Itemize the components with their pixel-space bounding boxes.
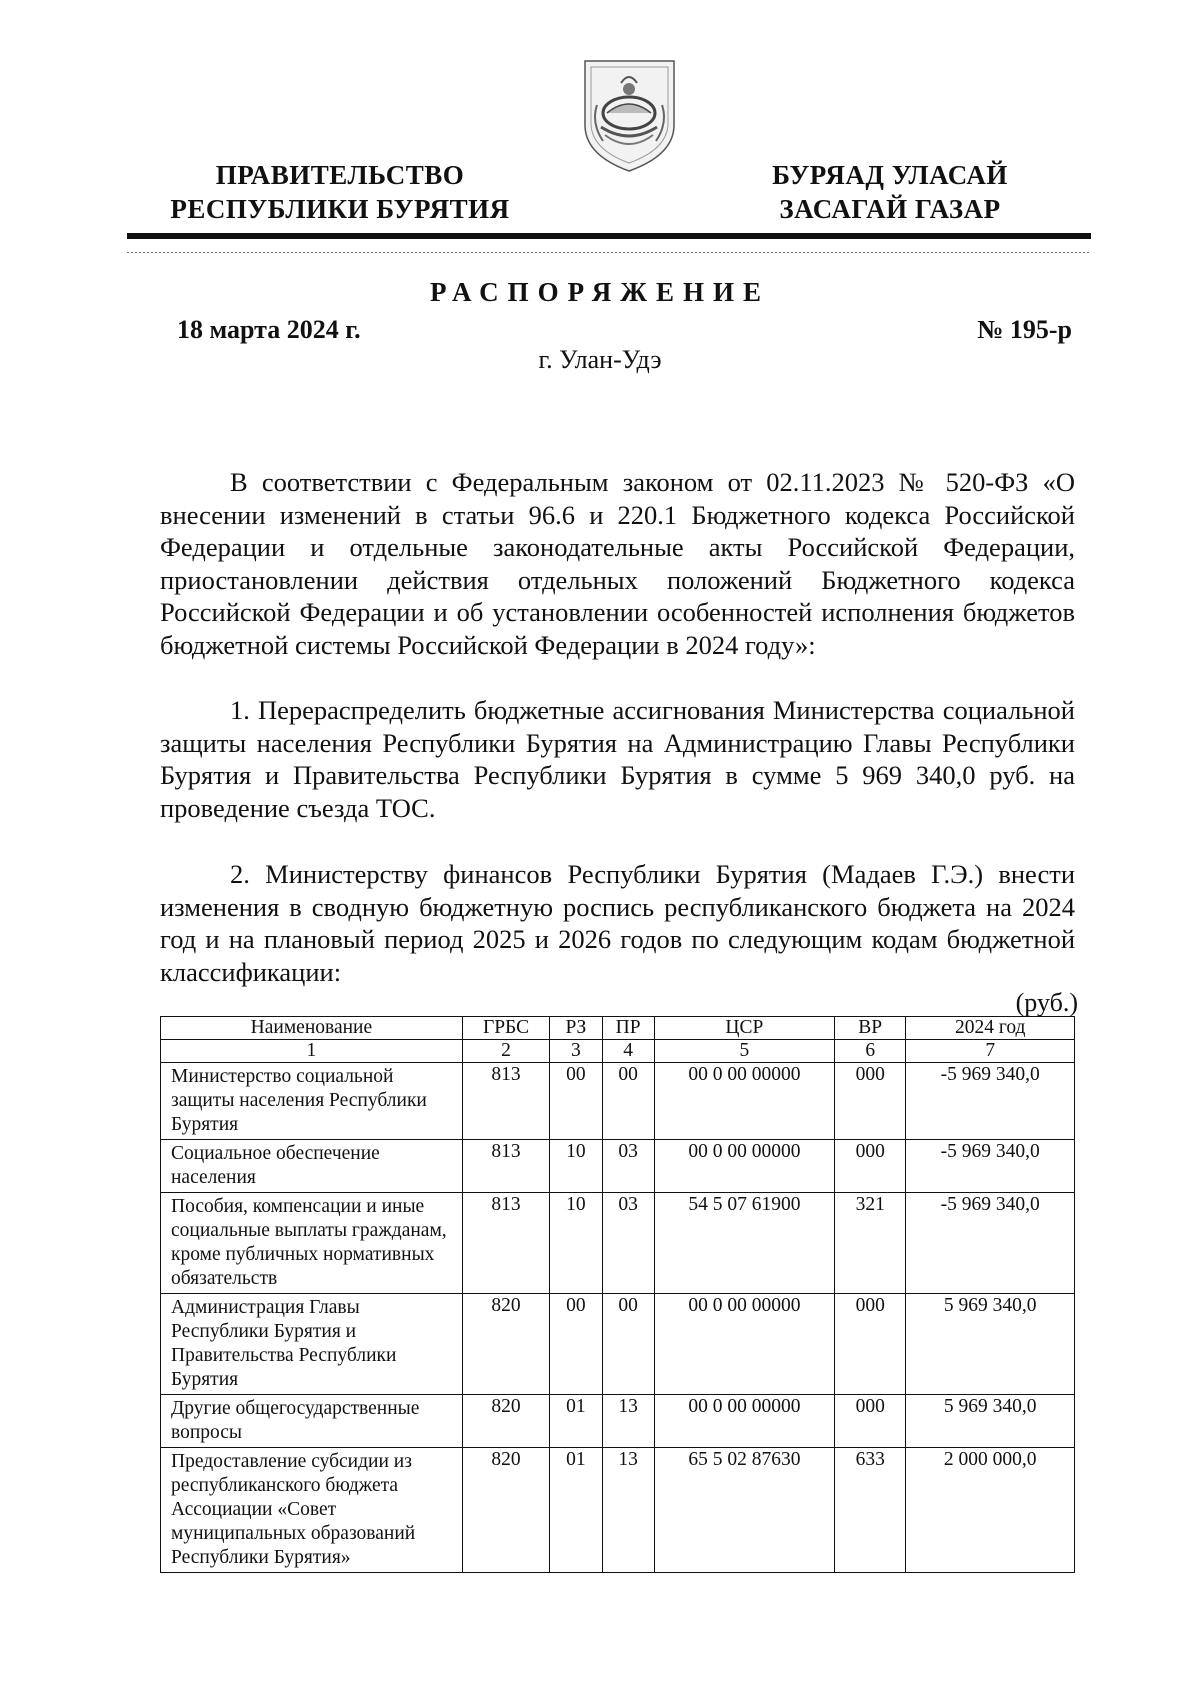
table-row bbox=[161, 1294, 1075, 1395]
budget-table bbox=[160, 1016, 1075, 1573]
table-row bbox=[161, 1193, 1075, 1294]
row-vr: 000 bbox=[835, 1140, 906, 1193]
row-amount: -5 969 340,0 bbox=[906, 1140, 1075, 1193]
row-amount: 5 969 340,0 bbox=[906, 1294, 1075, 1395]
row-pr: 03 bbox=[602, 1193, 654, 1294]
column-index: 4 bbox=[602, 1040, 654, 1063]
column-index-row bbox=[161, 1040, 1075, 1063]
table-row bbox=[161, 1140, 1075, 1193]
row-pr: 03 bbox=[602, 1140, 654, 1193]
row-rz: 00 bbox=[550, 1063, 602, 1140]
row-rz: 10 bbox=[550, 1140, 602, 1193]
column-header: ЦСР bbox=[654, 1017, 834, 1040]
issuer-line: ПРАВИТЕЛЬСТВО bbox=[215, 160, 465, 190]
table-row bbox=[161, 1395, 1075, 1448]
column-index: 6 bbox=[835, 1040, 906, 1063]
issuer-line: БУРЯАД УЛАСАЙ bbox=[772, 160, 1008, 190]
header-divider-thin bbox=[127, 252, 1091, 253]
item-1-paragraph: 1. Перераспределить бюджетные ассигнования Министерства социальной защиты населения Республики Бурятия на Администрацию Главы Республики Бурятия и Правительства Республики Бурятия в сумме 5 969 340,0 руб. на проведение съезда ТОС. bbox=[160, 695, 1075, 823]
row-grbs: 813 bbox=[462, 1063, 549, 1140]
preamble-paragraph: В соответствии с Федеральным законом от 02.11.2023 № 520-ФЗ «О внесении изменений в статьи 96.6 и 220.1 Бюджетного кодекса Российской Федерации и отдельные законодательные акты Российской Федерации, приостановлении действия отдельных положений Бюджетного кодекса Российской Федерации и об установлении особенностей исполнения бюджетов бюджетной системы Российской Федерации в 2024 году»: bbox=[160, 467, 1075, 660]
row-vr: 000 bbox=[835, 1063, 906, 1140]
column-header: ГРБС bbox=[462, 1017, 549, 1040]
column-header: Наименование bbox=[161, 1017, 463, 1040]
row-vr: 633 bbox=[835, 1448, 906, 1573]
currency-unit: (руб.) bbox=[1015, 988, 1078, 1017]
column-index: 2 bbox=[462, 1040, 549, 1063]
document-number: № 195-р bbox=[977, 315, 1072, 344]
row-vr: 000 bbox=[835, 1294, 906, 1395]
column-index: 3 bbox=[550, 1040, 602, 1063]
document-city: г. Улан-Удэ bbox=[538, 345, 662, 374]
column-header: 2024 год bbox=[906, 1017, 1075, 1040]
column-index: 5 bbox=[654, 1040, 834, 1063]
row-amount: -5 969 340,0 bbox=[906, 1063, 1075, 1140]
row-vr: 321 bbox=[835, 1193, 906, 1294]
row-grbs: 813 bbox=[462, 1140, 549, 1193]
row-rz: 01 bbox=[550, 1448, 602, 1573]
document-title: РАСПОРЯЖЕНИЕ bbox=[429, 277, 771, 307]
row-grbs: 813 bbox=[462, 1193, 549, 1294]
header-divider bbox=[127, 233, 1091, 239]
item-2-paragraph: 2. Министерству финансов Республики Бурятия (Мадаев Г.Э.) внести изменения в сводную бюджетную роспись республиканского бюджета на 2024 год и на плановый период 2025 и 2026 годов по следующим кодам бюджетной классификации: bbox=[160, 859, 1075, 987]
row-amount: -5 969 340,0 bbox=[906, 1193, 1075, 1294]
row-name: Предоставление субсидии из республиканского бюджета Ассоциации «Совет муниципальных образований Республики Бурятия» bbox=[161, 1448, 463, 1573]
row-amount: 5 969 340,0 bbox=[906, 1395, 1075, 1448]
row-grbs: 820 bbox=[462, 1294, 549, 1395]
coat-of-arms-icon bbox=[577, 55, 682, 175]
row-pr: 13 bbox=[602, 1395, 654, 1448]
issuer-name-buryat bbox=[740, 158, 1040, 226]
row-rz: 10 bbox=[550, 1193, 602, 1294]
row-vr: 000 bbox=[835, 1395, 906, 1448]
column-index: 1 bbox=[161, 1040, 463, 1063]
row-name: Другие общегосударственные вопросы bbox=[161, 1395, 463, 1448]
row-grbs: 820 bbox=[462, 1448, 549, 1573]
column-header: РЗ bbox=[550, 1017, 602, 1040]
row-pr: 00 bbox=[602, 1063, 654, 1140]
table-header-row bbox=[161, 1017, 1075, 1040]
row-csr: 00 0 00 00000 bbox=[654, 1294, 834, 1395]
table-row bbox=[161, 1063, 1075, 1140]
issuer-line: РЕСПУБЛИКИ БУРЯТИЯ bbox=[170, 194, 510, 224]
row-amount: 2 000 000,0 bbox=[906, 1448, 1075, 1573]
row-name: Социальное обеспечение населения bbox=[161, 1140, 463, 1193]
issuer-name-russian bbox=[150, 158, 530, 226]
row-name: Администрация Главы Республики Бурятия и Правительства Республики Бурятия bbox=[161, 1294, 463, 1395]
row-csr: 00 0 00 00000 bbox=[654, 1063, 834, 1140]
row-csr: 54 5 07 61900 bbox=[654, 1193, 834, 1294]
row-pr: 13 bbox=[602, 1448, 654, 1573]
row-rz: 00 bbox=[550, 1294, 602, 1395]
row-rz: 01 bbox=[550, 1395, 602, 1448]
row-grbs: 820 bbox=[462, 1395, 549, 1448]
table-row bbox=[161, 1448, 1075, 1573]
row-pr: 00 bbox=[602, 1294, 654, 1395]
row-csr: 65 5 02 87630 bbox=[654, 1448, 834, 1573]
row-name: Пособия, компенсации и иные социальные выплаты гражданам, кроме публичных нормативных обязательств bbox=[161, 1193, 463, 1294]
row-csr: 00 0 00 00000 bbox=[654, 1395, 834, 1448]
row-name: Министерство социальной защиты населения Республики Бурятия bbox=[161, 1063, 463, 1140]
column-index: 7 bbox=[906, 1040, 1075, 1063]
row-csr: 00 0 00 00000 bbox=[654, 1140, 834, 1193]
column-header: ВР bbox=[835, 1017, 906, 1040]
column-header: ПР bbox=[602, 1017, 654, 1040]
issuer-line: ЗАСАГАЙ ГАЗАР bbox=[779, 194, 1001, 224]
document-date: 18 марта 2024 г. bbox=[177, 315, 361, 344]
